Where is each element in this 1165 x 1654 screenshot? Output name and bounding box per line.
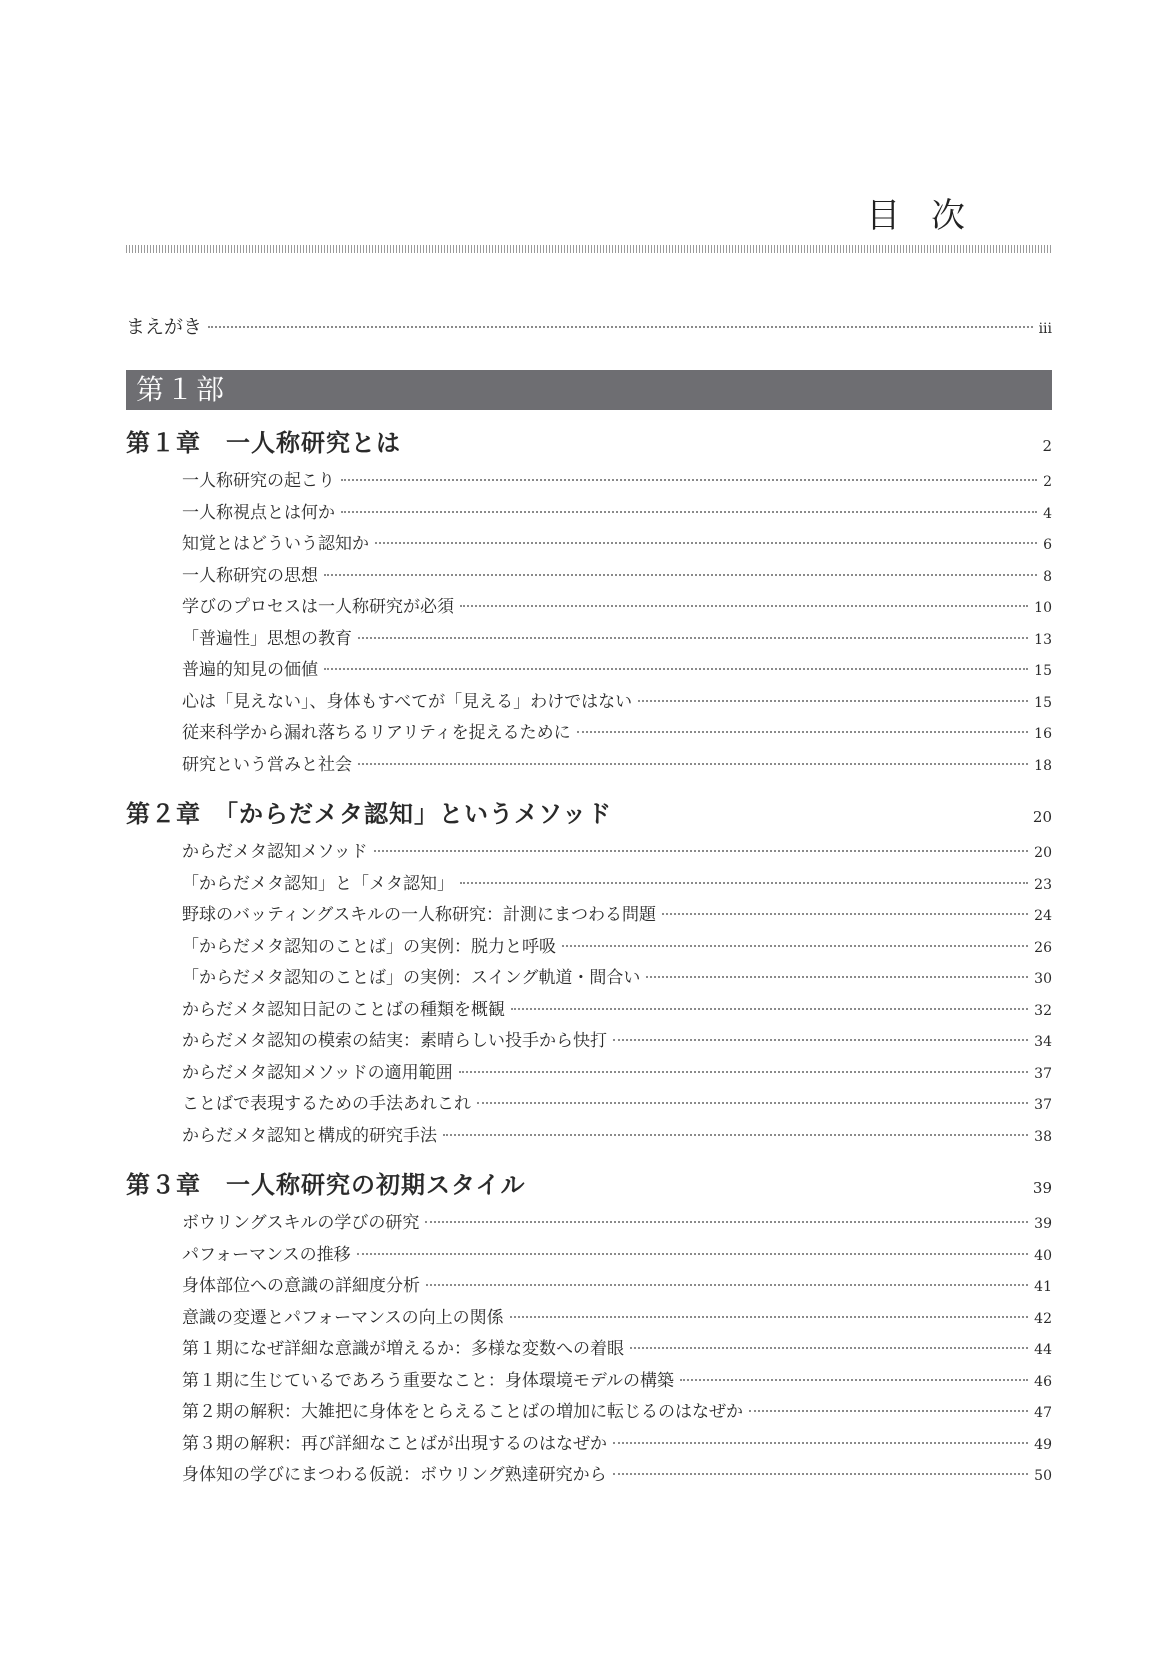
dot-leader [375,542,1037,544]
toc-entry[interactable] [182,1208,1052,1240]
toc-entry-label: 一人称研究の思想 [182,565,318,586]
toc-entry-label: 第１期になぜ詳細な意識が増えるか：多様な変数への着眼 [182,1339,624,1359]
toc-entry[interactable] [182,624,1052,656]
chapter-page: 2 [1042,437,1052,455]
dot-leader [208,326,1033,328]
dot-leader [577,731,1029,733]
section-list [126,1208,1052,1492]
dot-leader [341,511,1037,513]
toc-entry[interactable] [182,561,1052,593]
toc-entry-label: パフォーマンスの推移 [182,1244,351,1265]
dot-leader [358,637,1028,639]
toc-entry-page: 24 [1034,908,1052,924]
dot-leader [510,1316,1029,1318]
toc-entry-page: 40 [1034,1247,1052,1264]
dot-leader [638,700,1028,702]
toc-entry-label: 研究という営みと社会 [182,754,352,775]
toc-entry-page: 6 [1043,537,1052,553]
toc-entry-page: 23 [1034,876,1052,893]
toc-entry-page: 26 [1034,939,1052,956]
dot-leader [426,1284,1028,1286]
toc-entry-label: ことばで表現するための手法あれこれ [182,1094,471,1114]
toc-entry-label: 身体知の学びにまつわる仮説：ボウリング熟達研究から [182,1465,607,1485]
toc-entry[interactable] [182,466,1052,498]
toc-entry-label: 一人称研究の起こり [182,471,335,491]
toc-entry[interactable] [182,837,1052,869]
chapter-3 [126,1162,1052,1492]
section-list [126,837,1052,1152]
toc-entry-label: 「普遍性」思想の教育 [182,628,352,649]
dot-leader [613,1473,1029,1475]
dot-leader [460,605,1028,607]
toc-entry[interactable] [182,1089,1052,1121]
chapter-1 [126,420,1052,781]
toc-entry-page: 49 [1034,1436,1052,1453]
toc-entry[interactable] [182,995,1052,1027]
toc-entry-page: 16 [1034,726,1052,742]
toc-entry-page: 30 [1034,971,1052,987]
dot-leader [749,1410,1028,1412]
toc-entry-label: 従来科学から漏れ落ちるリアリティを捉えるために [182,723,571,743]
toc-entry-page: 37 [1034,1097,1052,1113]
toc-entry-label: 野球のバッティングスキルの一人称研究：計測にまつわる問題 [182,905,656,925]
toc-entry-label: 第２期の解釈：大雑把に身体をとらえることばの増加に転じるのはなぜか [182,1402,743,1422]
toc-entry[interactable] [182,1334,1052,1366]
toc-entry-label: 「からだメタ認知のことば」の実例：スイング軌道・間合い [182,968,641,988]
toc-entry[interactable] [182,592,1052,624]
toc-entry-page: 47 [1034,1405,1052,1421]
title-rule [126,245,1052,253]
chapter-title: 第２章 「からだメタ認知」というメソッド [126,799,613,828]
toc-entry-page: 50 [1034,1468,1052,1484]
toc-entry-label: 知覚とはどういう認知か [182,534,369,554]
toc-entry-page: 4 [1043,505,1052,522]
toc-entry-page: 13 [1034,631,1052,648]
toc-entry-page: 2 [1043,474,1052,490]
toc-entry[interactable] [182,1460,1052,1492]
toc-entry-label: からだメタ認知メソッド [182,842,368,862]
toc-entry-page: 44 [1034,1342,1052,1358]
dot-leader [460,882,1028,884]
toc-entry[interactable] [182,1429,1052,1461]
toc-entry[interactable] [182,498,1052,530]
toc-entry[interactable] [182,963,1052,995]
toc-entry[interactable] [182,655,1052,687]
toc-entry[interactable] [182,1366,1052,1398]
chapter-list [126,420,1052,1492]
toc-entry-page: 41 [1034,1279,1052,1295]
part-heading: 第１部 [126,370,1052,410]
toc-entry[interactable] [182,1271,1052,1303]
dot-leader [341,479,1037,481]
chapter-2 [126,791,1052,1152]
toc-entry-page: 34 [1034,1034,1052,1050]
dot-leader [374,850,1029,852]
toc-entry[interactable] [182,750,1052,782]
section-list [126,466,1052,781]
page-title: 目 次 [866,196,975,236]
toc-entry-label: 一人称視点とは何か [182,502,335,523]
toc-entry-page: 10 [1034,600,1052,616]
dot-leader [324,574,1037,576]
dot-leader [511,1008,1028,1010]
dot-leader [680,1379,1028,1381]
chapter-title: 第１章 一人称研究とは [126,428,401,457]
toc-entry[interactable] [182,687,1052,719]
toc-entry-label: 「からだメタ認知」と「メタ認知」 [182,873,454,894]
toc-entry-label: からだメタ認知メソッドの適用範囲 [182,1062,453,1083]
toc-entry-page: 42 [1034,1310,1052,1327]
chapter-title: 第３章 一人称研究の初期スタイル [126,1170,526,1199]
toc-entry-label: 身体部位への意識の詳細度分析 [182,1276,420,1296]
chapter-page: 39 [1032,1179,1052,1197]
dot-leader [324,668,1028,670]
chapter-page: 20 [1032,808,1052,826]
toc-entry-page: 18 [1034,757,1052,774]
toc-entry[interactable] [182,1240,1052,1272]
toc-entry-label: 意識の変遷とパフォーマンスの向上の関係 [182,1307,504,1328]
toc-entry-preface[interactable] [126,312,1052,352]
dot-leader [562,945,1028,947]
toc-entry-page: 15 [1034,663,1052,679]
toc-entry-label: 学びのプロセスは一人称研究が必須 [182,597,454,617]
toc-entry-page: 8 [1043,568,1052,585]
dot-leader [613,1039,1028,1041]
dot-leader [662,913,1028,915]
toc-entry[interactable] [182,1026,1052,1058]
toc-entry-label: ボウリングスキルの学びの研究 [182,1213,420,1233]
toc-entry[interactable] [182,932,1052,964]
toc-entry-label: 「からだメタ認知のことば」の実例：脱力と呼吸 [182,936,556,957]
toc-entry[interactable] [182,1303,1052,1335]
toc-entry-page: 39 [1034,1216,1052,1232]
toc-entry-label: 普遍的知見の価値 [182,660,318,680]
dot-leader [425,1221,1028,1223]
toc-entry-label: 第３期の解釈：再び詳細なことばが出現するのはなぜか [182,1433,607,1454]
toc-entry[interactable] [182,718,1052,750]
chapter-heading[interactable] [126,1162,1052,1208]
toc-entry-page: 20 [1034,845,1052,861]
dot-leader [459,1071,1029,1073]
toc-entry-page: 38 [1034,1128,1052,1145]
toc-entry-page: 32 [1034,1002,1052,1019]
dot-leader [613,1442,1028,1444]
toc-entry[interactable] [182,1397,1052,1429]
toc-entry[interactable] [182,1121,1052,1153]
toc-entry-label: 心は「見えない」、身体もすべてが「見える」わけではない [182,691,633,712]
toc-entry[interactable] [182,869,1052,901]
dot-leader [630,1347,1028,1349]
chapter-heading[interactable] [126,420,1052,466]
toc-entry[interactable] [182,1058,1052,1090]
dot-leader [443,1134,1028,1136]
dot-leader [646,976,1028,978]
toc-entry-page: 46 [1034,1373,1052,1390]
toc-entry[interactable] [182,529,1052,561]
toc-entry-page: 37 [1034,1065,1052,1082]
dot-leader [358,763,1028,765]
toc-entry[interactable] [182,900,1052,932]
dot-leader [357,1253,1029,1255]
toc-entry-page: iii [1038,321,1052,337]
toc-entry-label: 第１期に生じているであろう重要なこと：身体環境モデルの構築 [182,1370,674,1391]
toc-entry-label: からだメタ認知の模索の結実：素晴らしい投手から快打 [182,1031,607,1051]
table-of-contents [126,312,1052,1492]
toc-entry-label: からだメタ認知と構成的研究手法 [182,1125,437,1146]
dot-leader [477,1102,1028,1104]
toc-entry-label: まえがき [126,316,203,338]
toc-entry-page: 15 [1034,694,1052,711]
chapter-heading[interactable] [126,791,1052,837]
toc-entry-label: からだメタ認知日記のことばの種類を概観 [182,999,505,1020]
